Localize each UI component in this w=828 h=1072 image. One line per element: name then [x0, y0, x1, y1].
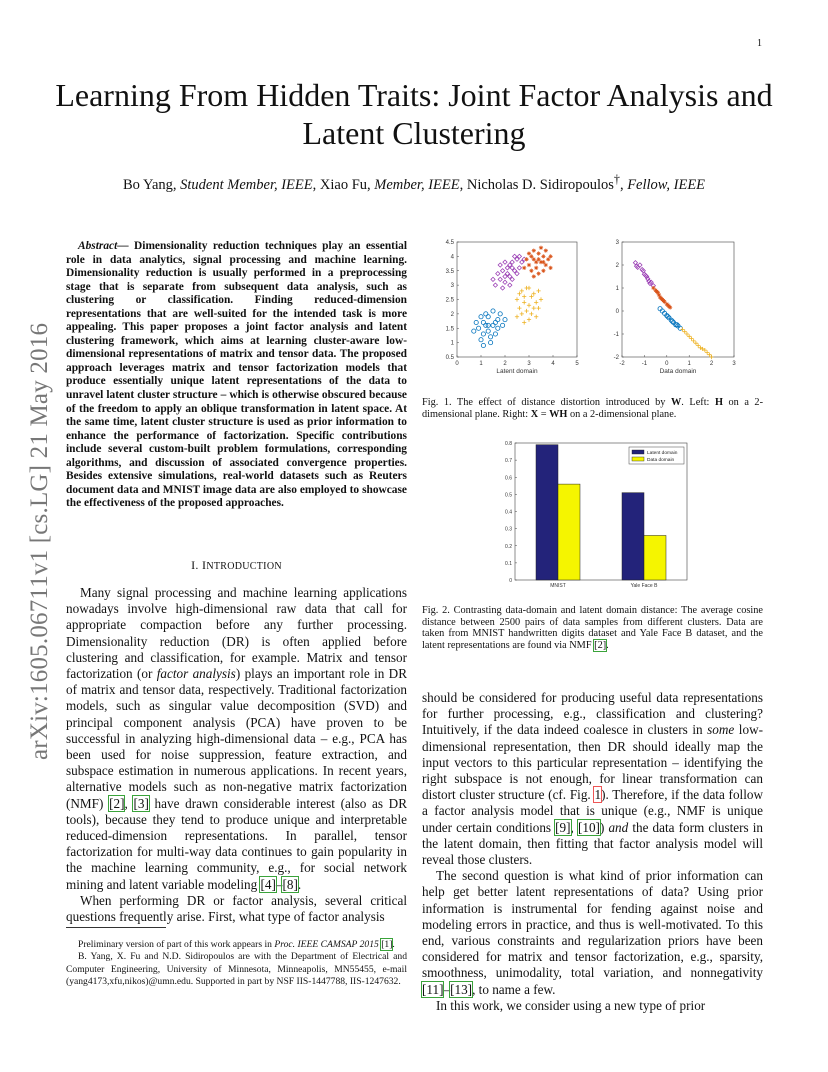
y-tick-label: -1 [613, 332, 619, 338]
footnote: B. Yang, X. Fu and N.D. Sidiropoulos are with the Department of Electrical and Computer Engineering, University of Minnesota, Minneapolis, MN55455, e-mail (yang4173,xfu,nikos)@umn.edu. Supported in part by NSF IIS-1447788, IIS-1247632. [66, 951, 407, 987]
data-point [541, 269, 545, 273]
data-point [529, 269, 533, 273]
y-tick-label: 0.7 [505, 458, 512, 465]
author-name: Bo Yang, [122, 176, 177, 193]
math-symbol: W [671, 397, 682, 408]
citation-link[interactable]: [2] [594, 639, 607, 651]
latent-domain-scatter [446, 240, 580, 375]
text-run: . [392, 939, 395, 950]
citation-link[interactable]: [8] [282, 876, 298, 892]
author-membership: Fellow, IEEE [627, 176, 706, 193]
y-tick-label: 3 [450, 283, 454, 290]
page-number: 1 [757, 38, 762, 49]
text-run: Many signal processing and machine learning applications nowadays involve high-dimensional raw data that call for appropriate compaction before any further processing. Dimensionality reduction (DR) is often applied before clustering and classification, for example. Matrix and tensor factorization (or [66, 585, 407, 682]
data-point [657, 293, 661, 297]
y-tick-label: 0.2 [505, 543, 512, 550]
separator: , [619, 176, 624, 193]
text-run: , to name a few. [472, 981, 556, 997]
y-tick-label: 1 [615, 286, 619, 292]
x-tick-label: 5 [575, 361, 579, 367]
section-title [202, 558, 282, 572]
author-line [40, 172, 788, 194]
intro-paragraph: When performing DR or factor analysis, several critical questions frequently arise. First, what type of factor analysis [66, 892, 407, 925]
data-point [537, 251, 541, 255]
footnote [66, 939, 407, 951]
author-name: , Nicholas D. Sidiropoulos [459, 176, 614, 193]
x-tick-label: MNIST [550, 583, 566, 589]
text-run: – [275, 876, 283, 892]
text-run: low-dimensional representation, then DR should ideally map the input vectors to this particular representation – identifying the right subspace is not enough, for linear transformation can distort cluster structure (cf. Fig. [422, 722, 763, 803]
text-run: . [297, 876, 302, 892]
bar [536, 445, 558, 580]
y-tick-label: 2.5 [445, 297, 454, 304]
venue: Proc. IEEE CAMSAP 2015 [274, 939, 379, 950]
x-tick-label: 0 [665, 361, 669, 367]
y-tick-label: 0 [509, 578, 512, 584]
bar [558, 484, 580, 580]
text-run: Fig. 1. The effect of distance distortion introduced by [422, 397, 671, 408]
distance-bar-chart [505, 441, 687, 589]
plot-frame [622, 242, 734, 357]
footnotes [66, 939, 407, 988]
citation-link[interactable]: [1] [381, 939, 393, 950]
intro-column [66, 585, 407, 925]
section-title-rest: NTRODUCTION [206, 561, 282, 572]
text-run: have drawn considerable interest (also as DR tools), because they tend to produce unique and interpretable reduced-dimension representations. In parallel, tensor factorization for multi-way data continues to gain popularity in the machine learning community, e.g., for social network mining and latent variable modeling [66, 795, 408, 892]
citation-link[interactable]: [9] [555, 819, 571, 835]
data-point [541, 254, 545, 258]
x-tick-label: 0 [455, 361, 459, 367]
data-point [532, 274, 536, 278]
author-name: , Xiao Fu, [312, 176, 371, 193]
bar [622, 493, 644, 580]
x-tick-label: 3 [732, 361, 736, 367]
data-point [668, 305, 672, 309]
section-initial: I [202, 558, 207, 572]
y-tick-label: 0.8 [505, 441, 512, 447]
text-run: , [570, 819, 578, 835]
data-point [534, 266, 538, 270]
y-tick-label: 4 [450, 254, 454, 261]
data-point [525, 257, 529, 261]
text-run: ) [599, 819, 609, 835]
figure-link[interactable]: 1 [594, 787, 602, 803]
arxiv-stamp: arXiv:1605.06711v1 [cs.LG] 21 May 2016 [26, 322, 53, 760]
section-number: I. [191, 558, 199, 572]
footnote-rule [66, 927, 166, 928]
dagger-mark: † [613, 172, 620, 186]
text-run: . Left: [681, 397, 715, 408]
y-tick-label: 0.4 [505, 509, 512, 516]
y-tick-label: 0.6 [505, 475, 512, 482]
citation-link[interactable]: [13] [450, 981, 473, 997]
text-run: . [606, 639, 609, 651]
bar [644, 535, 666, 580]
x-tick-label: Yale Face B [630, 583, 658, 589]
data-point [549, 254, 553, 258]
figure-2 [495, 438, 695, 593]
abstract-label: Abstract— [78, 240, 129, 252]
legend-label: Latent domain [647, 451, 678, 456]
y-tick-label: 2 [615, 263, 619, 269]
x-tick-label: -2 [619, 361, 625, 367]
data-point [661, 299, 665, 303]
data-point [537, 272, 541, 276]
emphasis: factor analysis [156, 666, 236, 682]
data-point [522, 266, 526, 270]
data-domain-scatter [614, 240, 737, 375]
text-run: on a 2-dimensional plane. Right: [422, 397, 764, 420]
x-tick-label: 2 [709, 361, 714, 367]
x-axis-label: Data domain [659, 368, 697, 375]
text-run: should be considered for producing useful data representations for further processing, e.g., classification and clustering? Intuitively, if the data indeed coalesce in clusters in [422, 690, 763, 738]
data-point [527, 263, 531, 267]
x-tick-label: -1 [641, 361, 648, 367]
figure-1 [422, 232, 767, 382]
data-point [539, 246, 543, 250]
y-tick-label: 3.5 [445, 268, 454, 275]
math-symbol: X [530, 408, 539, 420]
body-paragraph: In this work, we consider using a new type of prior [436, 997, 706, 1013]
citation-link[interactable]: [10] [577, 819, 600, 835]
y-tick-label: 0.1 [505, 560, 512, 567]
x-tick-label: 2 [503, 361, 507, 367]
abstract [66, 240, 407, 511]
figure-1-caption [422, 397, 763, 420]
text-run: Preliminary version of part of this work appears in [78, 939, 275, 950]
math-symbol: H [714, 397, 723, 408]
text-run: The second question is what kind of prior information can help get better latent representations of data? Using prior information is instrumental for fending against noise and modeling errors in practice, and thus is well-motivated. To this end, various constraints and regularization priors have been considered for matrix and tensor factorization, e.g., sparsity, smoothness, unimodality, total variation, and nonnegativity [422, 868, 763, 981]
y-tick-label: 3 [615, 240, 619, 246]
y-tick-label: -2 [613, 355, 619, 361]
y-tick-label: 0.5 [505, 492, 512, 499]
abstract-text: Dimensionality reduction techniques play an essential role in data analytics, signal processing and machine learning. Dimensionality reduction is usually performed in a preprocessing stage that is separate from subsequent data analysis, such as clustering or classification. Finding reduced-dimension representations that are well-suited for the intended task is more appealing. This paper proposes a joint factor analysis and latent clustering framework, which aims at learning cluster-aware low-dimensional representations of matrix and tensor data. The proposed approach leverages matrix and tensor factorization models that produce essentially unique latent representations of the data to unravel latent cluster structure – which is otherwise obscured because of the freedom to apply an oblique transformation in latent space. At the same time, latent cluster structure is used as prior information to enhance the performance of factorization. Specific contributions include several custom-built problem formulations, corresponding algorithms, and discussion of associated convergence properties. Besides extensive simulations, real-world datasets such as Reuters document data and MNIST image data are also employed to showcase the effectiveness of the proposed approaches. [66, 240, 407, 510]
section-heading [66, 558, 407, 573]
x-tick-label: 3 [527, 361, 531, 367]
citation-link[interactable]: [11] [422, 981, 444, 997]
body-paragraph [422, 868, 763, 998]
x-tick-label: 1 [479, 361, 483, 367]
text-run: ) plays an important role in DR of matrix and tensor data, respectively. Traditional factorization models, such as singular value decomposition (SVD) and principal component analysis (PCA) have proven to be successful in analyzing high-dimensional data – e.g., PCA has been used for noise suppression, feature extraction, and subspace estimation in numerous applications. In recent years, alternative models such as non-negative matrix factorization (NMF) [66, 666, 408, 811]
intro-paragraph [66, 585, 407, 893]
emphasis: and [608, 819, 629, 835]
data-point [537, 257, 541, 261]
x-axis-label: Latent domain [496, 368, 538, 375]
data-point [549, 266, 553, 270]
body-paragraph [422, 690, 763, 868]
citation-link[interactable]: [2] [109, 795, 125, 811]
data-point [544, 249, 548, 253]
y-tick-label: 4.5 [445, 240, 454, 246]
citation-link[interactable]: [3] [133, 795, 149, 811]
citation-link[interactable]: [4] [260, 876, 276, 892]
y-tick-label: 0.5 [445, 355, 454, 361]
text-run: Fig. 2. Contrasting data-domain and latent domain distance: The average cosine distance between 2500 pairs of data samples from different clusters. Data are taken from MNIST handwritten digits dataset and Yale Face B dataset, and the latent representations are found via NMF [422, 605, 763, 651]
y-tick-label: 1.5 [445, 326, 454, 333]
legend-swatch [632, 457, 644, 461]
text-run: = [538, 408, 550, 420]
data-point [529, 254, 533, 258]
y-tick-label: 1 [450, 340, 454, 347]
text-run: , [124, 795, 134, 811]
right-column [422, 690, 763, 1014]
figure-2-caption [422, 605, 763, 651]
y-tick-label: 0 [615, 309, 619, 315]
emphasis: some [707, 722, 735, 738]
text-run: – [443, 981, 451, 997]
legend-label: Data domain [647, 458, 675, 463]
paper-title: Learning From Hidden Traits: Joint Factor Analysis and Latent Clustering [55, 77, 773, 151]
y-tick-label: 2 [450, 311, 454, 318]
math-symbol: WH [549, 408, 568, 420]
author-membership: Member, IEEE [374, 176, 460, 193]
x-tick-label: 4 [551, 361, 555, 367]
legend-swatch [632, 450, 644, 454]
text-run: ). Therefore, if the data follow a factor analysis model that is unique (e.g., NMF is unique under certain conditions [422, 787, 763, 835]
data-point [541, 260, 545, 264]
text-run: on a 2-dimensional plane. [567, 408, 677, 420]
y-tick-label: 0.3 [505, 526, 512, 533]
data-point [655, 289, 659, 293]
data-point [532, 249, 536, 253]
text-run: the data form clusters in the latent domain, then fitting that factor analysis model will reveal those clusters. [422, 819, 763, 868]
x-tick-label: 1 [687, 361, 691, 367]
author-membership: Student Member, IEEE [180, 176, 313, 193]
